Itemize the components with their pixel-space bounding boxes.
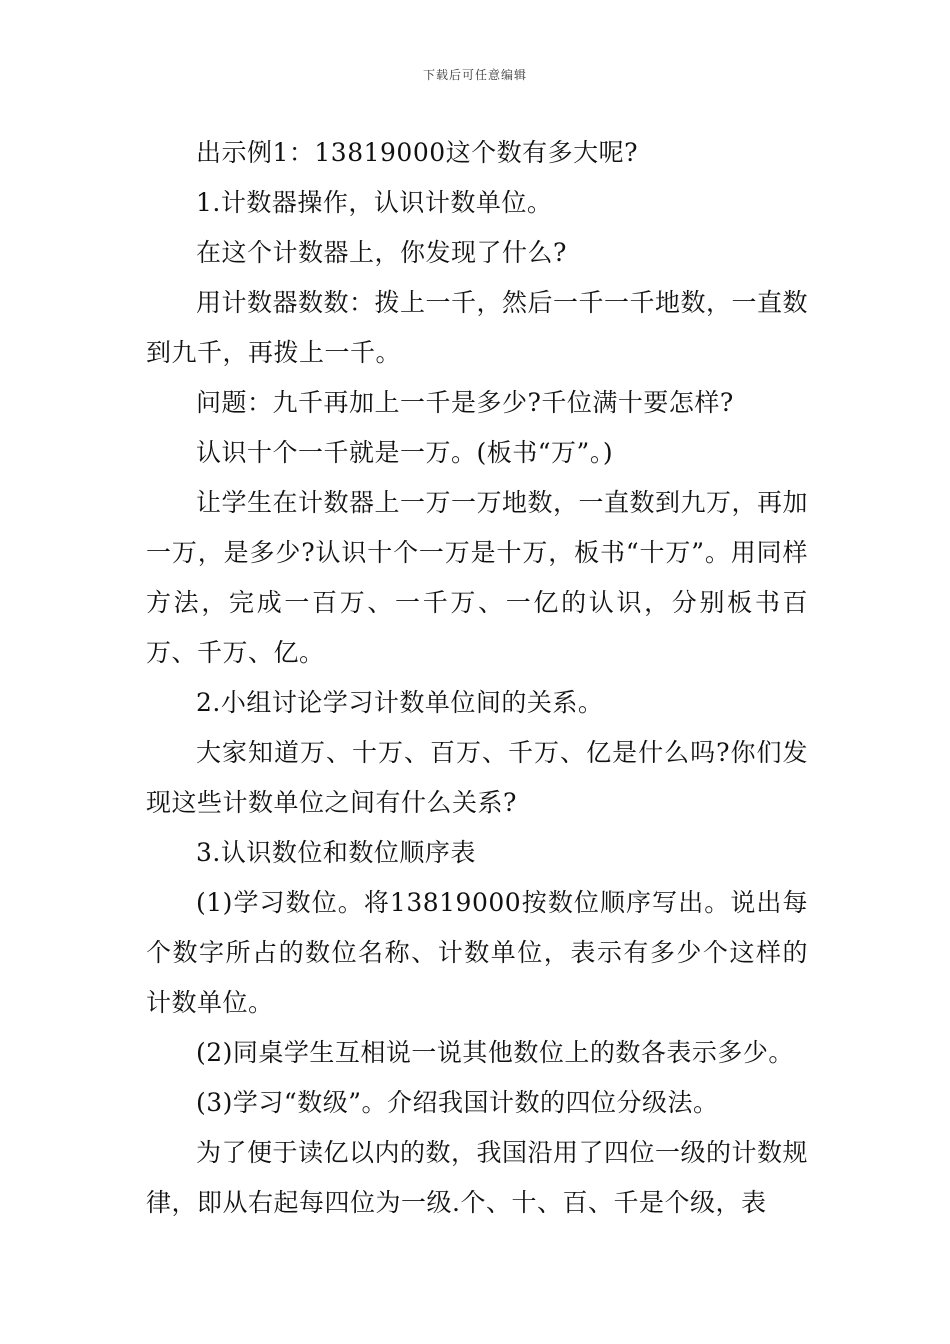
paragraph-learn-digit-places: (1)学习数位。将13819000按数位顺序写出。说出每个数字所占的数位名称、计数单位，表示有多少个这样的计数单位。	[146, 888, 808, 1017]
document-body	[146, 128, 808, 1228]
paragraph-step-1-heading: 1.计数器操作，认识计数单位。	[196, 188, 553, 217]
page-header: 下载后可任意编辑	[422, 68, 527, 82]
paragraph-learn-number-levels: (3)学习“数级”。介绍我国计数的四位分级法。	[196, 1088, 719, 1117]
paragraph-four-digit-grouping: 为了便于读亿以内的数，我国沿用了四位一级的计数规律，即从右起每四位为一级.个、十、百、千是个级，表	[146, 1138, 809, 1217]
paragraph-example-question: 出示例1：13819000这个数有多大呢?	[196, 138, 639, 167]
paragraph-step-2-heading: 2.小组讨论学习计数单位间的关系。	[196, 688, 604, 717]
paragraph-counting-by-ten-thousands: 让学生在计数器上一万一万地数，一直数到九万，再加一万，是多少?认识十个一万是十万，板书“十万”。用同样方法，完成一百万、一千万、一亿的认识，分别板书百万、千万、亿。	[146, 488, 809, 667]
paragraph-step-3-heading: 3.认识数位和数位顺序表	[196, 838, 476, 867]
paragraph-question-nine-thousand: 问题：九千再加上一千是多少?千位满十要怎样?	[196, 388, 734, 417]
paragraph-desk-partner-practice: (2)同桌学生互相说一说其他数位上的数各表示多少。	[196, 1038, 794, 1067]
paragraph-units-relationship-question: 大家知道万、十万、百万、千万、亿是什么吗?你们发现这些计数单位之间有什么关系?	[146, 738, 808, 817]
paragraph-counter-question: 在这个计数器上，你发现了什么?	[196, 238, 567, 267]
paragraph-counting-with-counter: 用计数器数数：拨上一千，然后一千一千地数，一直数到九千，再拨上一千。	[146, 288, 809, 367]
paragraph-ten-thousand: 认识十个一千就是一万。(板书“万”。)	[196, 438, 614, 467]
